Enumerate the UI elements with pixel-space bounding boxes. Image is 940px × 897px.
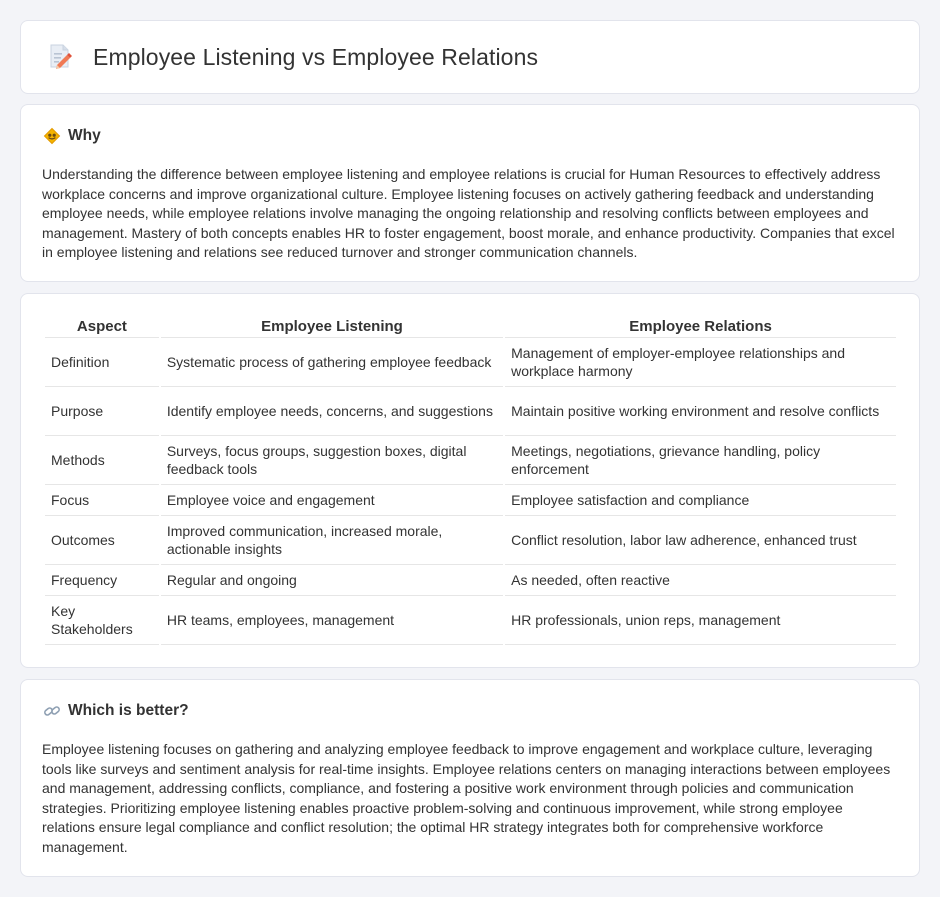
header-employee-listening: Employee Listening [161,316,503,338]
table-row [45,387,896,436]
table-row [45,516,896,565]
header-employee-relations: Employee Relations [505,316,896,338]
comparison-table [43,316,898,645]
relations-cell: HR professionals, union reps, management [505,596,896,645]
document-pencil-icon [47,43,73,71]
listening-cell: Surveys, focus groups, suggestion boxes, digital feedback tools [161,436,503,485]
link-icon [43,702,61,720]
relations-cell: Management of employer-employee relationships and workplace harmony [505,338,896,387]
better-heading [43,702,189,720]
aspect-cell: Outcomes [45,516,159,565]
aspect-cell: Definition [45,338,159,387]
table-row [45,338,896,387]
aspect-cell: Frequency [45,565,159,596]
table-row [45,596,896,645]
relations-cell: Conflict resolution, labor law adherence, enhanced trust [505,516,896,565]
why-paragraph: Understanding the difference between employee listening and employee relations is crucial for Human Resources to effectively address workplace concerns and improve organizational culture. Employee listening focuses on actively gathering feedback and understanding employee needs, while employee relations involve managing the ongoing relationship and resolving conflicts between employees and management. Mastery of both concepts enables HR to foster engagement, boost morale, and enhance productivity. Companies that excel in employee listening and relations see reduced turnover and stronger communication channels. [42,166,895,261]
aspect-cell: Focus [45,485,159,516]
better-title: Which is better? [68,702,189,719]
listening-cell: Identify employee needs, concerns, and suggestions [161,387,503,436]
listening-cell: Employee voice and engagement [161,485,503,516]
relations-cell: Maintain positive working environment and resolve conflicts [505,387,896,436]
why-title: Why [68,127,101,144]
table-row [45,565,896,596]
relations-cell: Employee satisfaction and compliance [505,485,896,516]
page-title: Employee Listening vs Employee Relations [93,43,539,70]
aspect-cell: Key Stakeholders [45,596,159,645]
header-aspect: Aspect [45,316,159,338]
title-row [47,43,538,71]
header-card [20,20,920,94]
table-row [45,436,896,485]
listening-cell: Regular and ongoing [161,565,503,596]
which-is-better-card [20,679,920,877]
comparison-table-card [20,293,920,668]
listening-cell: Improved communication, increased morale, actionable insights [161,516,503,565]
listening-cell: HR teams, employees, management [161,596,503,645]
why-heading [43,127,101,145]
aspect-cell: Methods [45,436,159,485]
table-row [45,485,896,516]
why-card [20,104,920,282]
listening-cell: Systematic process of gathering employee feedback [161,338,503,387]
aspect-cell: Purpose [45,387,159,436]
relations-cell: As needed, often reactive [505,565,896,596]
relations-cell: Meetings, negotiations, grievance handling, policy enforcement [505,436,896,485]
table-header-row [45,316,896,338]
handshake-icon [43,127,61,145]
better-paragraph: Employee listening focuses on gathering and analyzing employee feedback to improve engagement and workplace culture, leveraging tools like surveys and sentiment analysis for real-time insights. Employee relations centers on managing interactions between employees and management, addressing conflicts, compliance, and fostering a positive work environment through policies and communication strategies. Prioritizing employee listening enables proactive problem-solving and continuous improvement, while strong employee relations ensure legal compliance and conflict resolution; the optimal HR strategy integrates both for comprehensive workforce management. [42,741,891,855]
